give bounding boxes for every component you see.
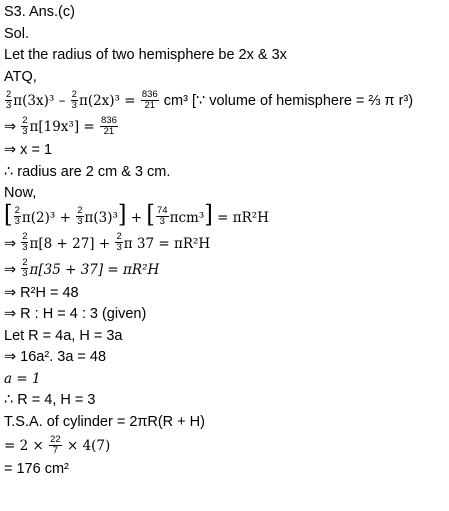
line-16a: ⇒ 16a². 3a = 48 [4,349,107,365]
fraction-836-21: $\frac{836}{21}$ [141,88,158,111]
equation-volume-equality: [ $\frac{2}{3}$ π(2)³ + $\frac{2}{3}$ π(3)³] + [ $\frac{74}{3}$ πcm³] = πR²H [4,201,269,229]
line-let-r-h: Let R = 4a, H = 3a [4,327,123,344]
line-final-answer: = 176 cm² [4,461,69,477]
line-a-value: a = 1 [4,370,41,387]
equation-simplified: ⇒ $\frac{2}{3}$ π[19x³] = $\frac{836}{21}$ [4,114,117,137]
line-r2h: ⇒ R²H = 48 [4,284,79,301]
line-r-h-values: ∴ R = 4, H = 3 [4,392,96,408]
fraction-two-thirds: $\frac{2}{3}$ [6,88,12,111]
fraction-two-thirds: $\frac{2}{3}$ [22,114,28,137]
hemisphere-volume-note: [∵ volume of hemisphere = ⅔ π r³) [187,93,414,109]
equation-tsa-calc: = 2 × $\frac{22}{7}$ × 4(7) [4,433,111,456]
answer-heading: S3. Ans.(c) [4,4,75,20]
fraction-two-thirds: $\frac{2}{3}$ [22,231,28,254]
equation-step-1: ⇒ $\frac{2}{3}$ π[8 + 27] + $\frac{2}{3}$ π 37 = πR²H [4,231,211,254]
line-ratio: ⇒ R : H = 4 : 3 (given) [4,306,147,322]
fraction-22-7: $\frac{22}{7}$ [50,433,61,456]
fraction-two-thirds: $\frac{2}{3}$ [77,205,83,228]
equation-volume-difference: $\frac{2}{3}$ π(3x)³ – $\frac{2}{3}$ π(2x)³ = $\frac{836}{21}$ cm³ [∵ volume of hemisphere = ⅔ π r³) [6,88,414,111]
line-radius-values: ∴ radius are 2 cm & 3 cm. [4,163,171,180]
line-radius-assumption: Let the radius of two hemisphere be 2x & 3x [4,47,287,63]
fraction-two-thirds: $\frac{2}{3}$ [71,88,77,111]
line-x-value: ⇒ x = 1 [4,142,53,158]
line-tsa-formula: T.S.A. of cylinder = 2πR(R + H) [4,413,205,430]
line-now: Now, [4,185,37,201]
fraction-74-3: $\frac{74}{3}$ [157,205,168,228]
fraction-two-thirds: $\frac{2}{3}$ [116,231,122,254]
equation-step-2: ⇒ $\frac{2}{3}$ π[35 + 37] = πR²H [4,257,160,280]
fraction-836-21: $\frac{836}{21}$ [101,114,117,137]
sol-label: Sol. [4,25,29,42]
fraction-two-thirds: $\frac{2}{3}$ [14,205,20,228]
line-atq: ATQ, [4,68,37,85]
fraction-two-thirds: $\frac{2}{3}$ [22,257,28,280]
